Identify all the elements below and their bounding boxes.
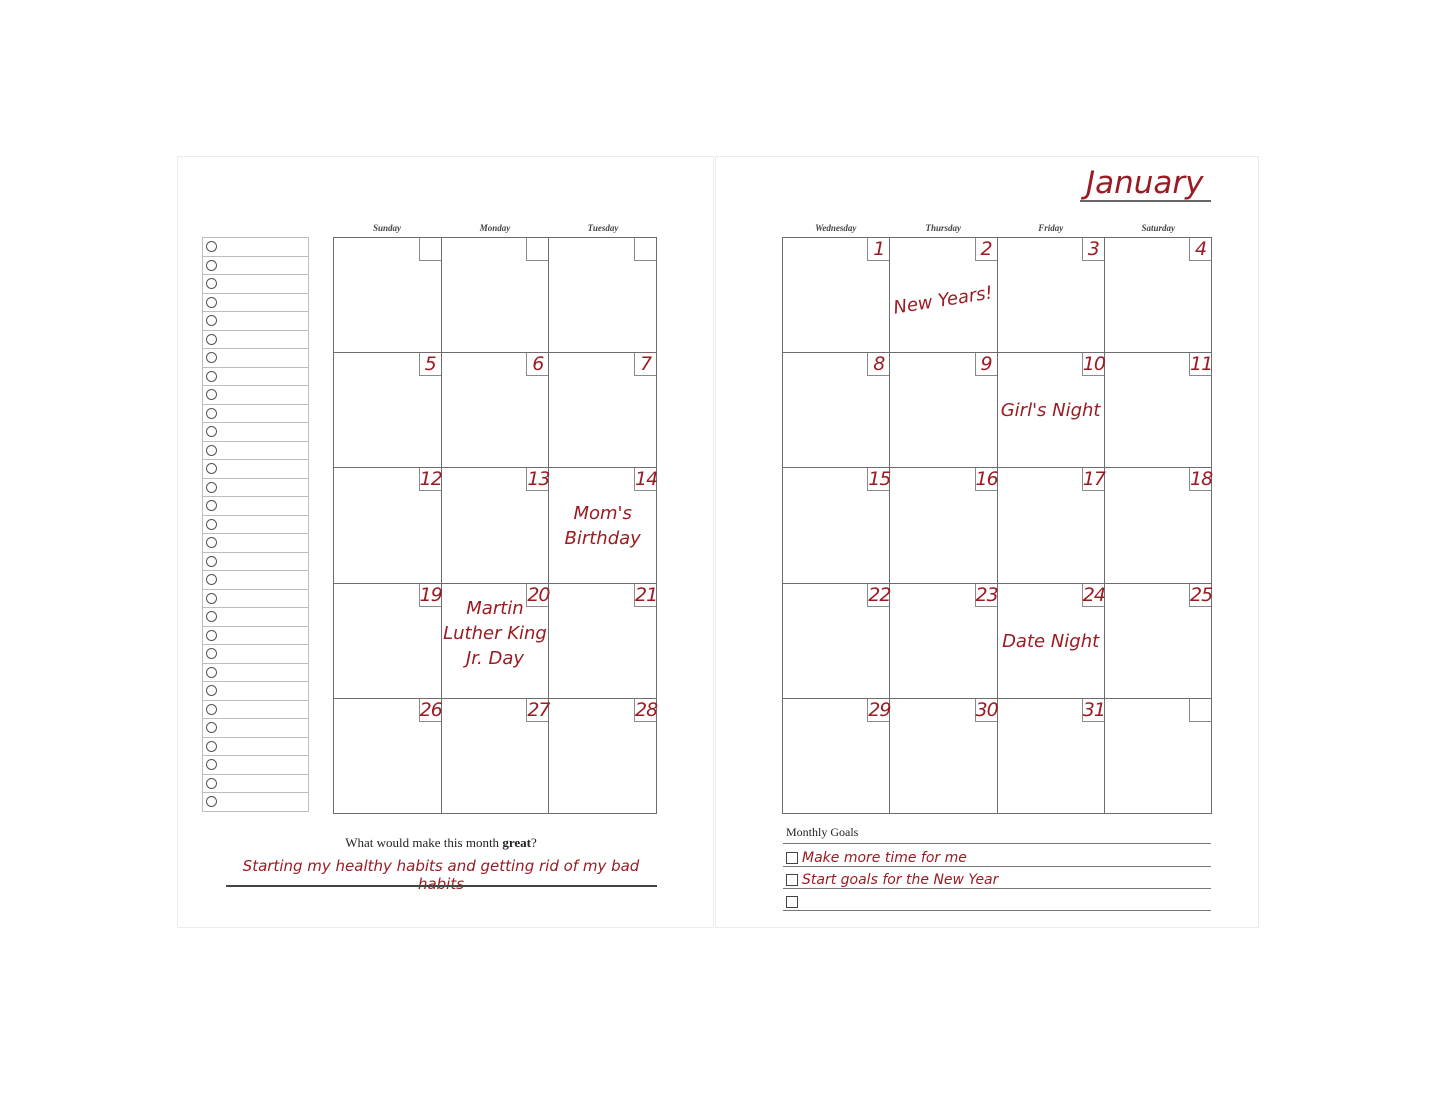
day-header-thursday: Thursday [925, 223, 961, 233]
habit-circle-icon[interactable] [206, 334, 217, 345]
habit-row [202, 608, 309, 627]
habit-circle-icon[interactable] [206, 778, 217, 789]
habit-circle-icon[interactable] [206, 315, 217, 326]
date-number: 24 [1082, 583, 1105, 606]
habit-circle-icon[interactable] [206, 389, 217, 400]
habit-row [202, 664, 309, 683]
habit-row [202, 756, 309, 775]
day-cell[interactable] [549, 353, 657, 468]
day-cell[interactable] [890, 353, 997, 468]
date-number: 5 [419, 353, 441, 376]
habit-circle-icon[interactable] [206, 556, 217, 567]
goal-row [783, 888, 1211, 911]
habit-row [202, 590, 309, 609]
habit-row [202, 238, 309, 257]
day-header-sunday: Sunday [372, 223, 401, 233]
habit-circle-icon[interactable] [206, 796, 217, 807]
habit-circle-icon[interactable] [206, 500, 217, 511]
calendar-grid-right [782, 237, 1212, 814]
date-number: 3 [1082, 238, 1104, 261]
date-number: 13 [527, 468, 550, 491]
goal-text: Make more time for me [802, 850, 967, 866]
great-answer-line [226, 885, 657, 887]
day-cell[interactable] [783, 699, 890, 814]
date-number: 20 [527, 583, 550, 606]
habit-row [202, 294, 309, 313]
date-number: 8 [867, 353, 889, 376]
great-answer: Starting my healthy habits and getting rid of my bad habits [242, 857, 640, 893]
day-cell[interactable] [549, 584, 657, 699]
day-cell[interactable] [1105, 584, 1212, 699]
day-cell[interactable] [783, 584, 890, 699]
day-cell[interactable] [783, 353, 890, 468]
habit-row [202, 312, 309, 331]
habit-row [202, 793, 309, 812]
habit-tracker-list [202, 237, 309, 812]
calendar-event: Date Night [1002, 630, 1100, 652]
day-cell[interactable] [890, 699, 997, 814]
date-number: 1 [867, 238, 889, 261]
date-number: 18 [1190, 468, 1213, 491]
habit-circle-icon[interactable] [206, 482, 217, 493]
habit-circle-icon[interactable] [206, 611, 217, 622]
day-header-saturday: Saturday [1141, 223, 1175, 233]
habit-circle-icon[interactable] [206, 260, 217, 271]
habit-circle-icon[interactable] [206, 685, 217, 696]
day-cell[interactable] [549, 699, 657, 814]
calendar-event: Martin Luther King Jr. Day [443, 597, 547, 669]
day-cell[interactable] [890, 584, 997, 699]
day-header-monday: Monday [479, 223, 511, 233]
day-cell[interactable] [783, 238, 890, 353]
date-number: 27 [527, 698, 550, 721]
date-number: 7 [634, 353, 656, 376]
date-number: 6 [526, 353, 548, 376]
day-cell[interactable] [334, 238, 442, 353]
day-cell[interactable] [998, 699, 1105, 814]
habit-circle-icon[interactable] [206, 648, 217, 659]
goal-text: Start goals for the New Year [802, 872, 999, 888]
date-number: 11 [1190, 353, 1213, 376]
day-cell[interactable] [442, 353, 550, 468]
date-number: 23 [975, 583, 998, 606]
date-number: 31 [1082, 698, 1105, 721]
day-cell[interactable] [442, 238, 550, 353]
habit-circle-icon[interactable] [206, 352, 217, 363]
habit-row [202, 460, 309, 479]
goal-checkbox[interactable] [786, 852, 798, 864]
great-question [226, 835, 656, 851]
habit-row [202, 257, 309, 276]
habit-row [202, 701, 309, 720]
date-number: 15 [868, 468, 891, 491]
habit-circle-icon[interactable] [206, 704, 217, 715]
habit-row [202, 534, 309, 553]
habit-circle-icon[interactable] [206, 759, 217, 770]
day-cell[interactable] [1105, 238, 1212, 353]
day-cell[interactable] [442, 584, 550, 699]
habit-circle-icon[interactable] [206, 574, 217, 585]
habit-row [202, 571, 309, 590]
habit-circle-icon[interactable] [206, 722, 217, 733]
habit-circle-icon[interactable] [206, 463, 217, 474]
habit-row [202, 386, 309, 405]
month-title: January [1086, 165, 1204, 201]
habit-circle-icon[interactable] [206, 741, 217, 752]
goal-checkbox[interactable] [786, 874, 798, 886]
habit-circle-icon[interactable] [206, 445, 217, 456]
date-number: 9 [975, 353, 997, 376]
day-cell[interactable] [334, 468, 442, 583]
habit-circle-icon[interactable] [206, 667, 217, 678]
date-number: 4 [1189, 238, 1211, 261]
goal-checkbox[interactable] [786, 896, 798, 908]
habit-row [202, 423, 309, 442]
habit-circle-icon[interactable] [206, 537, 217, 548]
habit-circle-icon[interactable] [206, 519, 217, 530]
habit-circle-icon[interactable] [206, 408, 217, 419]
goal-row [783, 866, 1211, 889]
habit-row [202, 479, 309, 498]
date-number: 12 [419, 468, 442, 491]
habit-row [202, 331, 309, 350]
calendar-event: New Years! [892, 282, 995, 319]
date-number: 10 [1082, 353, 1105, 376]
day-cell[interactable] [890, 238, 997, 353]
date-number [634, 238, 656, 261]
date-number: 2 [975, 238, 997, 261]
date-number: 16 [975, 468, 998, 491]
day-cell[interactable] [998, 353, 1105, 468]
great-question-text: What would make this month [345, 835, 503, 850]
day-cell[interactable] [998, 238, 1105, 353]
habit-circle-icon[interactable] [206, 426, 217, 437]
day-header-tuesday: Tuesday [587, 223, 619, 233]
habit-row [202, 405, 309, 424]
habit-circle-icon[interactable] [206, 371, 217, 382]
day-cell[interactable] [1105, 699, 1212, 814]
habit-row [202, 442, 309, 461]
calendar-event: Girl's Night [1000, 400, 1101, 422]
month-underline [1080, 200, 1211, 202]
day-cell[interactable] [890, 468, 997, 583]
monthly-goals-title: Monthly Goals [786, 825, 859, 839]
habit-row [202, 275, 309, 294]
date-number [419, 238, 441, 261]
date-number: 17 [1082, 468, 1105, 491]
day-cell[interactable] [549, 238, 657, 353]
goal-row [783, 844, 1211, 867]
day-cell[interactable] [442, 699, 550, 814]
day-cell[interactable] [783, 468, 890, 583]
day-cell[interactable] [334, 353, 442, 468]
great-question-mark: ? [530, 835, 537, 850]
calendar-grid-left [333, 237, 657, 814]
day-cell[interactable] [998, 468, 1105, 583]
habit-row [202, 645, 309, 664]
habit-row [202, 497, 309, 516]
date-number: 14 [634, 468, 658, 491]
day-cell[interactable] [1105, 468, 1212, 583]
day-header-friday: Friday [1038, 223, 1064, 233]
habit-row [202, 682, 309, 701]
calendar-event: Mom's Birthday [564, 503, 641, 550]
habit-circle-icon[interactable] [206, 630, 217, 641]
date-number: 22 [868, 583, 891, 606]
date-number: 19 [419, 583, 442, 606]
date-number: 29 [868, 698, 891, 721]
great-question-bold: great [502, 835, 531, 850]
habit-row [202, 627, 309, 646]
date-number [1189, 699, 1211, 722]
habit-circle-icon[interactable] [206, 593, 217, 604]
right-page [715, 156, 1259, 928]
habit-row [202, 349, 309, 368]
day-cell[interactable] [442, 468, 550, 583]
habit-row [202, 719, 309, 738]
habit-circle-icon[interactable] [206, 278, 217, 289]
habit-row [202, 516, 309, 535]
date-number [526, 238, 548, 261]
day-cell[interactable] [334, 699, 442, 814]
habit-row [202, 368, 309, 387]
date-number: 21 [634, 583, 658, 606]
day-cell[interactable] [1105, 353, 1212, 468]
habit-row [202, 775, 309, 794]
habit-circle-icon[interactable] [206, 297, 217, 308]
date-number: 26 [419, 698, 442, 721]
day-cell[interactable] [549, 468, 657, 583]
habit-circle-icon[interactable] [206, 241, 217, 252]
left-page [177, 156, 714, 928]
date-number: 25 [1190, 583, 1213, 606]
day-cell[interactable] [998, 584, 1105, 699]
day-cell[interactable] [334, 584, 442, 699]
day-header-wednesday: Wednesday [815, 223, 857, 233]
habit-row [202, 553, 309, 572]
habit-row [202, 738, 309, 757]
date-number: 30 [975, 698, 998, 721]
date-number: 28 [634, 698, 658, 721]
